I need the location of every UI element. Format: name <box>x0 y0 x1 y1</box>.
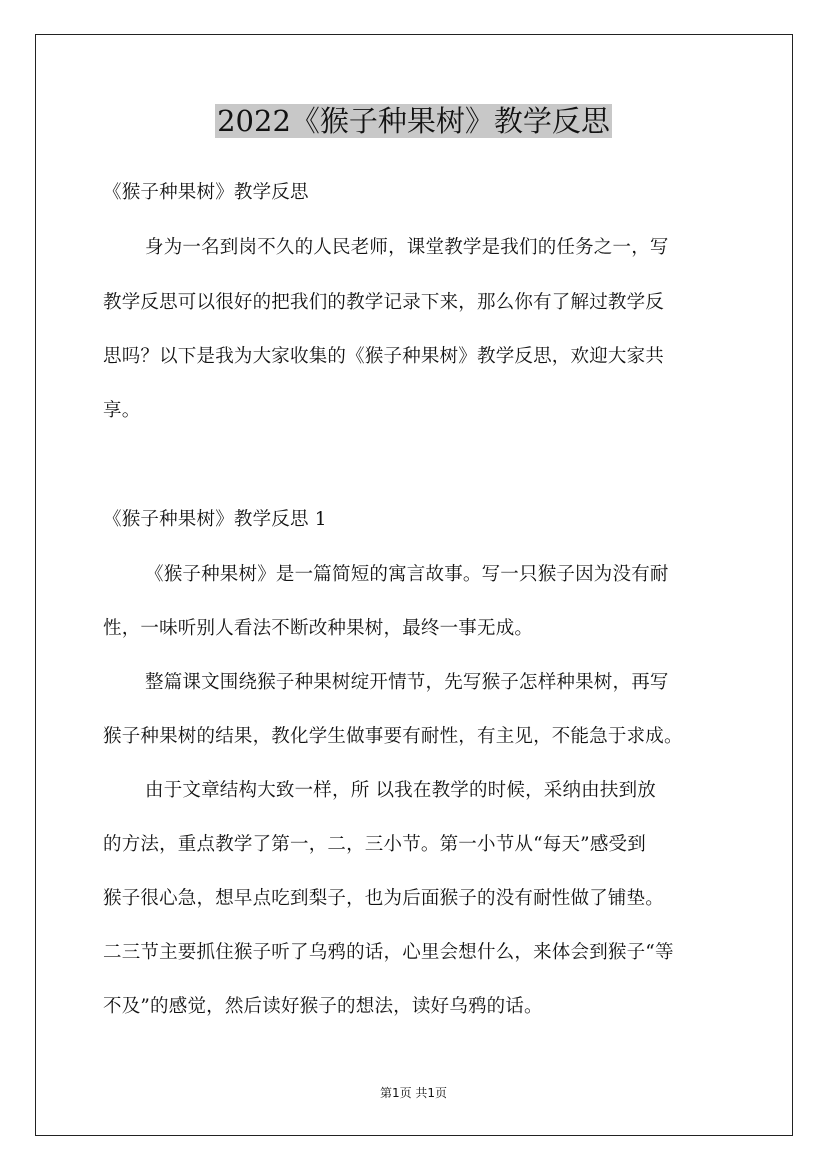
intro-line-3: 思吗？以下是我为大家收集的《猴子种果树》教学反思，欢迎大家共 <box>103 346 665 367</box>
section-heading-1: 《猴子种果树》教学反思 1 <box>103 509 327 530</box>
intro-line-1: 身为一名到岗不久的人民老师，课堂教学是我们的任务之一，写 <box>145 237 669 258</box>
para3-line-5: 不及”的感觉，然后读好猴子的想法，读好乌鸦的话。 <box>103 996 543 1017</box>
para3-line-1: 由于文章结构大致一样，所 以我在教学的时候，采纳由扶到放 <box>145 780 656 801</box>
intro-line-2: 教学反思可以很好的把我们的教学记录下来，那么你有了解过教学反 <box>103 292 665 313</box>
intro-line-4: 享。 <box>103 400 141 421</box>
document-title-block <box>0 100 827 142</box>
para1-line-2: 性，一味听别人看法不断改种果树，最终一事无成。 <box>103 618 534 639</box>
page-footer: 第1页 共1页 <box>379 1086 448 1100</box>
para3-line-4: 二三节主要抓住猴子听了乌鸦的话，心里会想什么，来体会到猴子“等 <box>103 942 674 963</box>
para3-line-2: 的方法，重点教学了第一，二，三小节。第一小节从“每天”感受到 <box>103 834 646 855</box>
para1-line-1: 《猴子种果树》是一篇简短的寓言故事。写一只猴子因为没有耐 <box>145 564 669 585</box>
para2-line-2: 猴子种果树的结果，教化学生做事要有耐性，有主见，不能急于求成。 <box>103 726 683 747</box>
para3-line-3: 猴子很心急，想早点吃到梨子，也为后面猴子的没有耐性做了铺垫。 <box>103 888 665 909</box>
document-title: 2022《猴子种果树》教学反思 <box>217 104 610 138</box>
subtitle: 《猴子种果树》教学反思 <box>103 182 309 203</box>
para2-line-1: 整篇课文围绕猴子种果树绽开情节，先写猴子怎样种果树，再写 <box>145 672 669 693</box>
